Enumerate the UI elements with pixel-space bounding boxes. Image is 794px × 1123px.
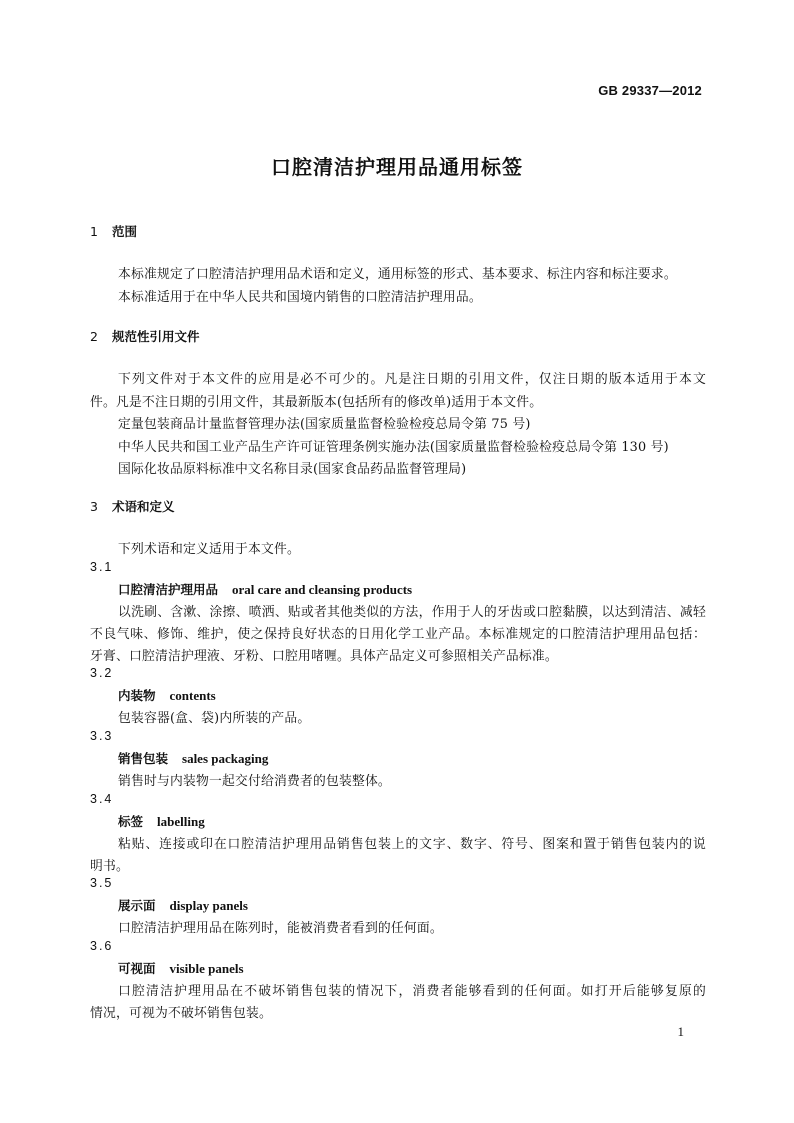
section-2-heading <box>90 327 200 345</box>
paragraph: 下列文件对于本文件的应用是必不可少的。凡是注日期的引用文件，仅注日期的版本适用于本文 <box>118 372 706 387</box>
term-chinese: 内装物 <box>118 688 156 703</box>
clause-number: 3.6 <box>90 939 114 953</box>
term-english: display panels <box>169 898 248 913</box>
clause-number: 3.5 <box>90 876 114 890</box>
clause-number: 3.1 <box>90 560 114 574</box>
term-heading <box>118 896 248 914</box>
reference-item: 中华人民共和国工业产品生产许可证管理条例实施办法(国家质量监督检验检疫总局令第 130 号) <box>118 440 669 455</box>
definition-line: 情况，可视为不破坏销售包装。 <box>90 1006 272 1021</box>
section-number: 1 <box>90 224 98 239</box>
definition-line: 不良气味、修饰、维护，使之保持良好状态的日用化学工业产品。本标准规定的口腔清洁护理用品包括： <box>90 627 706 642</box>
term-english: contents <box>169 688 216 703</box>
definition-line: 明书。 <box>90 859 129 874</box>
term-heading <box>118 959 244 977</box>
definition-line: 以洗刷、含漱、涂擦、喷洒、贴或者其他类似的方法，作用于人的牙齿或口腔黏膜，以达到清洁、减轻 <box>118 605 706 620</box>
definition-line: 销售时与内装物一起交付给消费者的包装整体。 <box>118 774 391 789</box>
section-title: 术语和定义 <box>112 499 175 514</box>
term-chinese: 销售包装 <box>118 751 169 766</box>
clause-number: 3.4 <box>90 792 114 806</box>
definition-line: 口腔清洁护理用品在不破坏销售包装的情况下，消费者能够看到的任何面。如打开后能够复原的 <box>118 984 706 999</box>
term-chinese: 展示面 <box>118 898 156 913</box>
term-heading <box>118 812 205 830</box>
reference-item: 国际化妆品原料标准中文名称目录(国家食品药品监督管理局) <box>118 462 467 477</box>
page-number: 1 <box>677 1024 684 1039</box>
term-english: labelling <box>157 814 205 829</box>
term-chinese: 可视面 <box>118 961 156 976</box>
document-title: 口腔清洁护理用品通用标签 <box>271 155 523 179</box>
term-heading <box>118 686 216 704</box>
definition-line: 牙膏、口腔清洁护理液、牙粉、口腔用啫喱。具体产品定义可参照相关产品标准。 <box>90 649 558 664</box>
section-title: 规范性引用文件 <box>112 329 200 344</box>
standard-code: GB 29337—2012 <box>598 83 702 98</box>
definition-line: 粘贴、连接或印在口腔清洁护理用品销售包装上的文字、数字、符号、图案和置于销售包装内的说 <box>118 837 706 852</box>
term-english: sales packaging <box>182 751 269 766</box>
section-1-heading <box>90 222 137 240</box>
clause-number: 3.2 <box>90 666 114 680</box>
paragraph: 本标准适用于在中华人民共和国境内销售的口腔清洁护理用品。 <box>118 290 482 305</box>
term-english: visible panels <box>169 961 244 976</box>
term-chinese: 标签 <box>118 814 144 829</box>
definition-line: 包装容器(盒、袋)内所装的产品。 <box>118 711 311 726</box>
section-number: 2 <box>90 329 98 344</box>
term-heading <box>118 580 412 598</box>
reference-item: 定量包装商品计量监督管理办法(国家质量监督检验检疫总局令第 75 号) <box>118 417 531 432</box>
section-number: 3 <box>90 499 98 514</box>
term-chinese: 口腔清洁护理用品 <box>118 582 219 597</box>
paragraph: 下列术语和定义适用于本文件。 <box>118 542 300 557</box>
term-english: oral care and cleansing products <box>232 582 413 597</box>
section-title: 范围 <box>112 224 138 239</box>
section-3-heading <box>90 497 175 515</box>
paragraph: 本标准规定了口腔清洁护理用品术语和定义，通用标签的形式、基本要求、标注内容和标注要求。 <box>118 267 677 282</box>
term-heading <box>118 749 268 767</box>
paragraph-continuation: 件。凡是不注日期的引用文件，其最新版本(包括所有的修改单)适用于本文件。 <box>90 395 543 410</box>
clause-number: 3.3 <box>90 729 114 743</box>
definition-line: 口腔清洁护理用品在陈列时，能被消费者看到的任何面。 <box>118 921 443 936</box>
